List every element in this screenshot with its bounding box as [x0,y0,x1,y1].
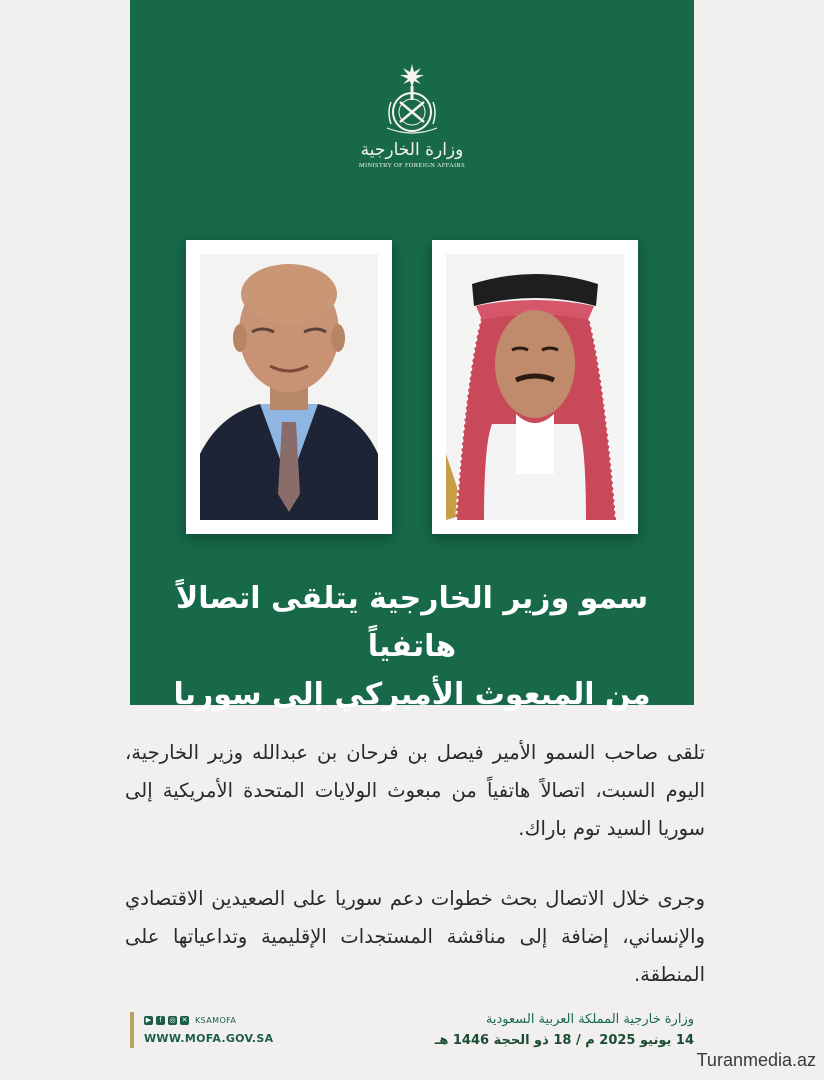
logo-arabic-name: وزارة الخارجية [360,140,464,160]
headline-line-1: سمو وزير الخارجية يتلقى اتصالاً هاتفياً [175,581,649,664]
logo-english-name: MINISTRY OF FOREIGN AFFAIRS [358,162,466,169]
youtube-icon[interactable]: ▶ [145,1015,152,1024]
ministry-logo [352,62,472,182]
watermark: Turanmedia.az [696,1050,816,1070]
photo-frame-left [186,240,392,534]
x-icon[interactable]: ✕ [181,1015,188,1024]
social-block [130,1012,274,1048]
portrait-man-shemagh [446,254,624,520]
instagram-icon[interactable]: ◎ [169,1015,176,1024]
footer-organization: وزارة خارجية المملكة العربية السعودية [485,1012,694,1027]
photo-frame-right [432,240,638,534]
body-paragraph-1: تلقى صاحب السمو الأمير فيصل بن فرحان بن عبدالله وزير الخارجية، اليوم السبت، اتصالاً هاتفياً من مبعوث الولايات المتحدة الأمريكية إلى سوريا السيد توم باراك. [125,741,705,840]
facebook-icon[interactable]: f [156,1016,165,1025]
portrait-right-illustration [446,254,624,520]
palm-swords-emblem-icon [377,62,447,138]
website-link[interactable]: WWW.MOFA.GOV.SA [144,1032,274,1045]
footer-arabic [354,1010,694,1052]
footer-date: 14 يونيو 2025 م / 18 ذو الحجة 1446 هـ [434,1033,694,1048]
body-paragraph-2: وجرى خلال الاتصال بحث خطوات دعم سوريا على الصعيدين الاقتصادي والإنساني، إضافة إلى مناقشة المستجدات الإقليمية وتداعياتها على المنطقة. [125,887,705,986]
social-handle[interactable]: KSAMOFA [195,1015,237,1025]
social-icons [144,1012,258,1028]
headline-line-2: من المبعوث الأميركي إلى سوريا [173,677,651,712]
portrait-elderly-man [200,254,378,520]
headline [150,575,674,719]
portrait-left-illustration [200,254,378,520]
